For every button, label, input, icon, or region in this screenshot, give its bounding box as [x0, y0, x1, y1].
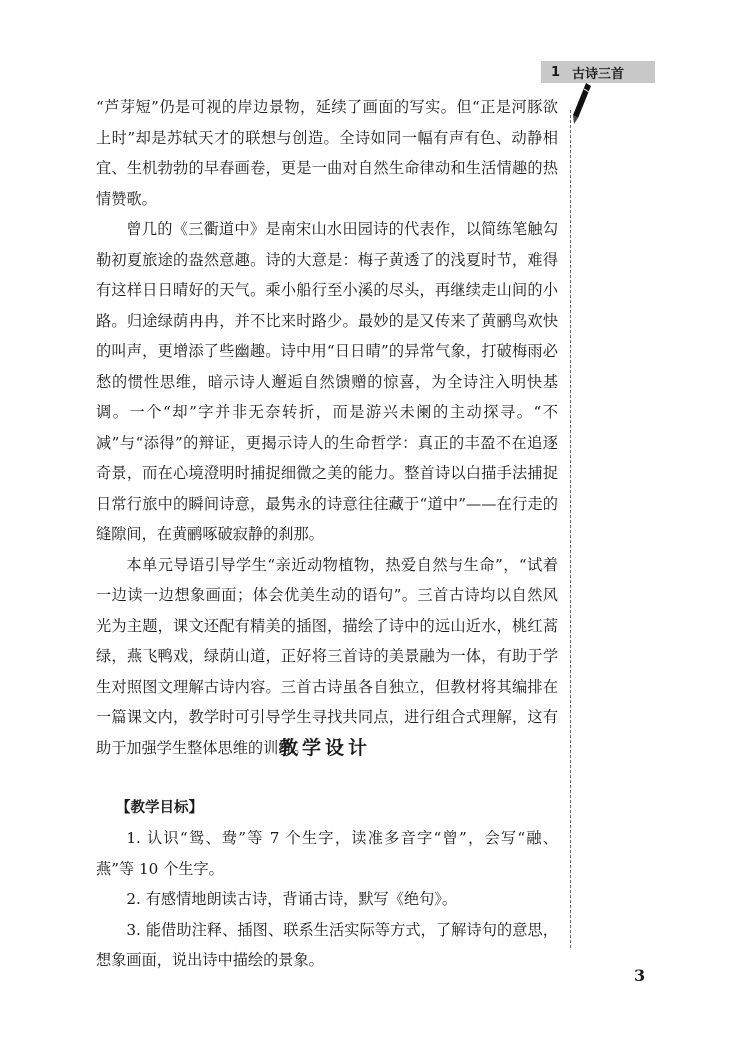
page-number: 3 [634, 966, 646, 985]
lesson-title: 古诗三首 [572, 66, 625, 82]
section-title: 教学设计 [278, 737, 371, 759]
lesson-number: 1 [551, 64, 561, 80]
goals-heading: 【教学目标】 [116, 800, 203, 816]
teaching-goals [96, 793, 558, 976]
paragraph: 曾几的《三衢道中》是南宋山水田园诗的代表作，以简练笔触勾勒初夏旅途的盎然意趣。诗的大意是：梅子黄透了的浅夏时节，难得有这样日日晴好的天气。乘小船行至小溪的尽头，再继续走山间的小路。归途绿荫冉冉，并不比来时路少。最妙的是又传来了黄鹂鸟欢快的叫声，更增添了些幽趣。诗中用“日日晴”的异常气象，打破梅雨必愁的惯性思维，暗示诗人邂逅自然馈赠的惊喜，为全诗注入明快基调。一个“却”字并非无奈转折，而是游兴未阑的主动探寻。“不减”与“添得”的辩证，更揭示诗人的生命哲学：真正的丰盈不在追逐奇景，而在心境澄明时捕捉细微之美的能力。整首诗以白描手法捕捉日常行旅中的瞬间诗意，最隽永的诗意往往藏于“道中”——在行走的缝隙间，在黄鹂啄破寂静的刹那。 [96, 220, 558, 543]
pen-icon [570, 82, 592, 126]
goal-item: 2. 有感情地朗读古诗，背诵古诗，默写《绝句》。 [126, 890, 458, 908]
goal-item: 1. 认识“鸳、鸯”等 7 个生字，读准多音字“曾”，会写“融、燕”等 10 个生字。 [96, 829, 558, 878]
chapter-header-tab [541, 61, 655, 83]
body-text [96, 92, 558, 763]
margin-rule [570, 110, 571, 948]
goal-item: 3. 能借助注释、插图、联系生活实际等方式，了解诗句的意思，想象画面，说出诗中描绘的景象。 [96, 920, 558, 969]
paragraph: 本单元导语引导学生“亲近动物植物，热爱自然与生命”，“试着一边读一边想象画面；体会优美生动的语句”。三首古诗均以自然风光为主题，课文还配有精美的插图，描绘了诗中的远山近水，桃红蒿绿，燕飞鸭戏，绿荫山道，正好将三首诗的美景融为一体，有助于学生对照图文理解古诗内容。三首古诗虽各自独立，但教材将其编排在一篇课文内，教学时可引导学生寻找共同点，进行组合式理解，这有助于加强学生整体思维的训练。 [96, 555, 558, 757]
paragraph: “芦芽短”仍是可视的岸边景物，延续了画面的写实。但“正是河豚欲上时”却是苏轼天才的联想与创造。全诗如同一幅有声有色、动静相宜、生机勃勃的早春画卷，更是一曲对自然生命律动和生活情趣的热情赞歌。 [96, 98, 558, 208]
